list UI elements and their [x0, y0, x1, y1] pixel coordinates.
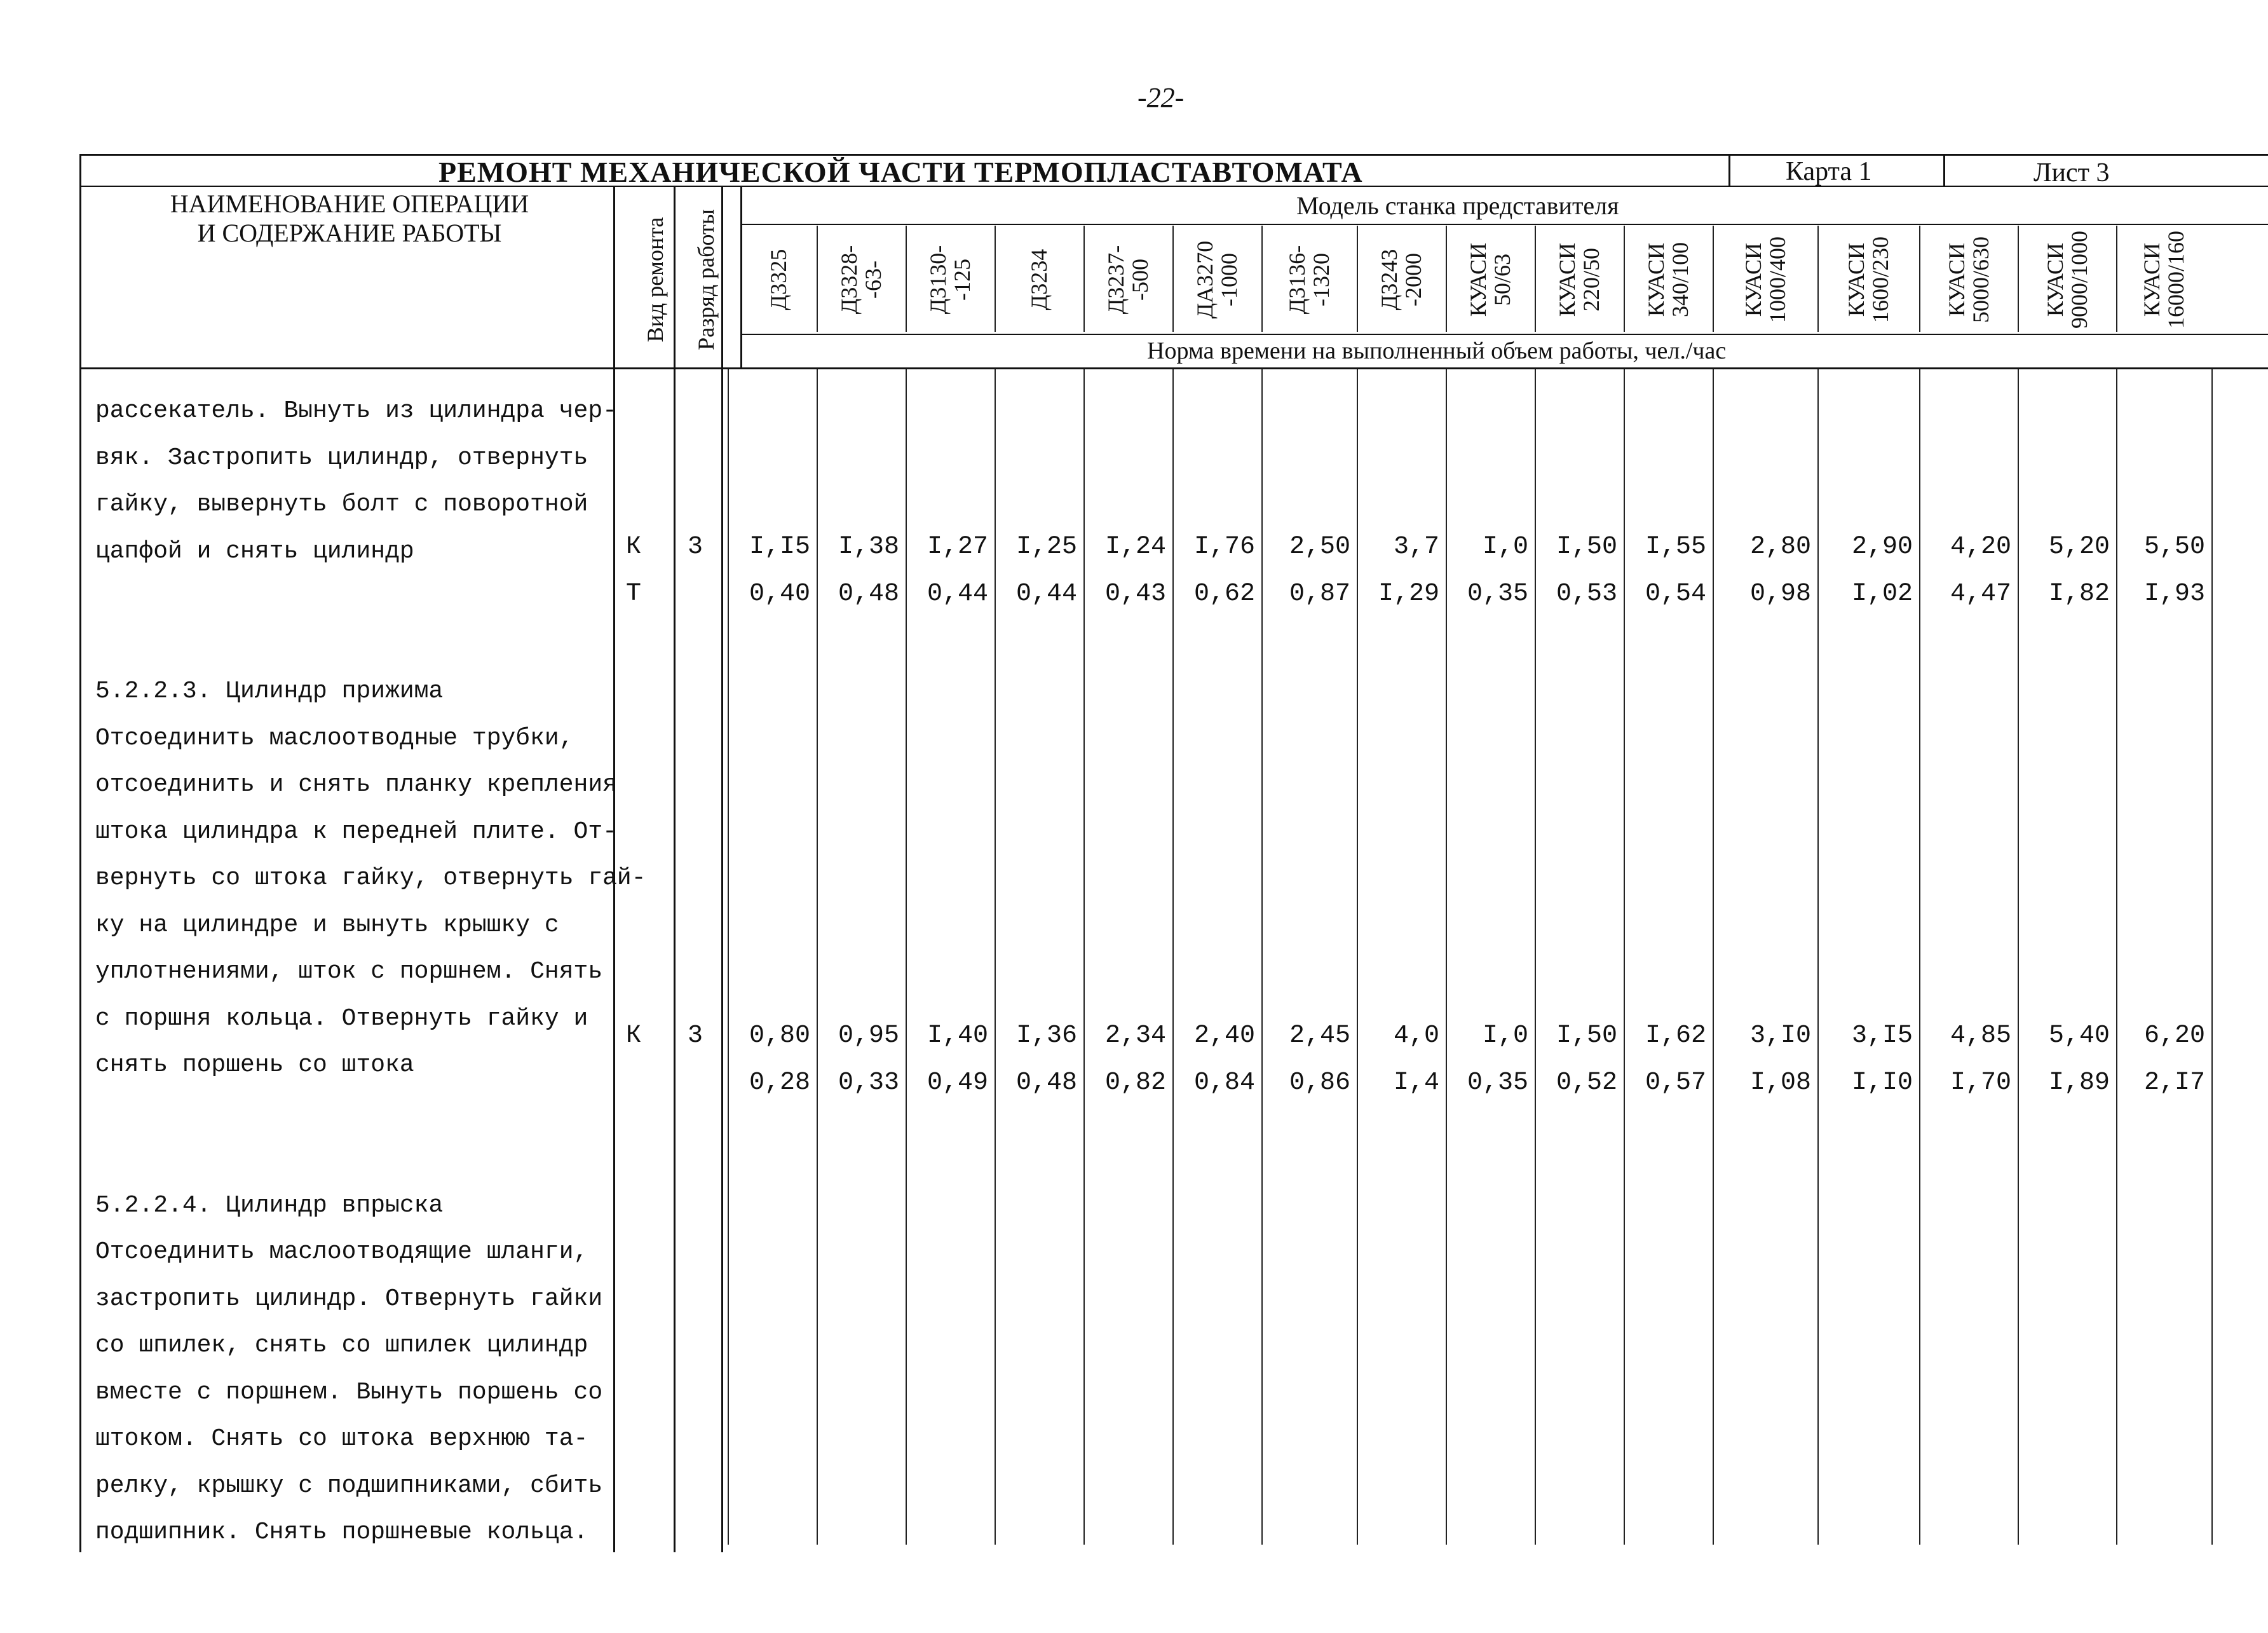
model-header-3: Д3234 [1026, 249, 1052, 311]
model-column-divider [817, 369, 818, 1545]
norm-value-cell: 0,49 [927, 1069, 988, 1097]
norm-value-cell: 0,28 [749, 1069, 810, 1097]
work-grade-heading: Разряд работы [693, 209, 719, 350]
norm-value-cell: 0,98 [1749, 580, 1811, 608]
model-header-6: Д3136- -1320 [1284, 245, 1334, 315]
model-column-divider [2116, 369, 2117, 1545]
operation-text-line: вместе с поршнем. Вынуть поршень со [95, 1378, 603, 1406]
operation-text-line: снять поршень со штока [95, 1051, 414, 1079]
norm-value-cell: 2,I7 [2143, 1069, 2205, 1097]
norm-value-cell: I,0 [1482, 1021, 1528, 1050]
model-header-4: Д3237- -500 [1103, 245, 1153, 315]
table-title: РЕМОНТ МЕХАНИЧЕСКОЙ ЧАСТИ ТЕРМОПЛАСТАВТОМАТА [438, 156, 1363, 188]
card-label: Карта 1 [1786, 157, 1872, 186]
card-divider [1943, 154, 1945, 187]
norm-value-cell: 2,34 [1104, 1021, 1166, 1050]
norm-value-cell: 0,84 [1193, 1069, 1255, 1097]
model-header-divider [995, 226, 996, 332]
model-header-divider [1083, 226, 1085, 332]
operation-text-line: застропить цилиндр. Отвернуть гайки [95, 1285, 603, 1313]
norm-value-cell: I,08 [1749, 1069, 1811, 1097]
norm-value-cell: 0,43 [1104, 580, 1166, 608]
operation-text-line: с поршня кольца. Отвернуть гайку и [95, 1004, 588, 1032]
operation-text-line: вяк. Застропить цилиндр, отвернуть [95, 444, 588, 472]
operation-text-line: цапфой и снять цилиндр [95, 537, 414, 565]
norm-value-cell: 5,40 [2048, 1021, 2110, 1050]
model-header-divider [1624, 226, 1625, 332]
model-column-divider [2211, 369, 2213, 1545]
norm-value-cell: I,I0 [1851, 1069, 1913, 1097]
repair-type-cell: К [626, 533, 642, 561]
model-header-15: КУАСИ 16000/160 [2139, 231, 2189, 329]
norm-value-cell: 0,82 [1104, 1069, 1166, 1097]
norm-value-cell: 4,85 [1950, 1021, 2011, 1050]
norm-value-cell: 2,45 [1289, 1021, 1350, 1050]
repair-type-heading: Вид ремонта [642, 217, 668, 343]
model-header-0: Д3325 [766, 249, 791, 311]
model-column-divider [1083, 369, 1085, 1545]
norm-value-cell: 2,90 [1851, 533, 1913, 561]
model-header-7: Д3243 -2000 [1376, 249, 1426, 311]
model-column-divider [1446, 369, 1447, 1545]
norm-value-cell: 0,44 [927, 580, 988, 608]
norm-value-cell: 0,53 [1556, 580, 1617, 608]
operation-column-heading: НАИМЕНОВАНИЕ ОПЕРАЦИИ И СОДЕРЖАНИЕ РАБОТЫ [170, 189, 529, 247]
operation-text-line: со шпилек, снять со шпилек цилиндр [95, 1332, 588, 1359]
operation-text-line: 5.2.2.3. Цилиндр прижима [95, 678, 444, 705]
norm-value-cell: 0,35 [1467, 580, 1528, 608]
norm-value-cell: I,76 [1193, 533, 1255, 561]
sheet-label: Лист 3 [2034, 158, 2110, 188]
models-bottom-border [740, 334, 2268, 335]
norm-value-cell: I,89 [2048, 1069, 2110, 1097]
norm-value-cell: 0,87 [1289, 580, 1350, 608]
model-column-divider [1919, 369, 1920, 1545]
model-header-divider [1446, 226, 1447, 332]
work-grade-cell: 3 [688, 1021, 703, 1050]
norm-value-cell: I,I5 [749, 533, 810, 561]
title-divider [1728, 154, 1730, 187]
model-header-divider [1817, 226, 1819, 332]
model-header-12: КУАСИ 1600/230 [1844, 236, 1893, 324]
model-column-divider [1817, 369, 1819, 1545]
page-number: -22- [1137, 82, 1185, 113]
model-column-divider [1713, 369, 1714, 1545]
model-column-divider [995, 369, 996, 1545]
model-header-divider [2116, 226, 2117, 332]
norm-value-cell: 0,80 [749, 1021, 810, 1050]
model-column-divider [1261, 369, 1263, 1545]
model-area-left-border [728, 369, 729, 1545]
norm-value-cell: I,36 [1015, 1021, 1077, 1050]
norm-value-cell: 5,20 [2048, 533, 2110, 561]
model-header-divider [2018, 226, 2019, 332]
repair-type-column-border [674, 186, 676, 1552]
norm-value-cell: 2,40 [1193, 1021, 1255, 1050]
work-grade-cell: 3 [688, 533, 703, 561]
model-header-9: КУАСИ 220/50 [1554, 242, 1604, 317]
operation-text-line: Отсоединить маслоотводящие шланги, [95, 1238, 588, 1266]
norm-value-cell: 4,0 [1393, 1021, 1439, 1050]
norm-value-cell: 0,40 [749, 580, 810, 608]
operation-text-line: штоком. Снять со штока верхнюю та- [95, 1425, 588, 1452]
model-header-11: КУАСИ 1000/400 [1740, 236, 1790, 324]
model-header-divider [817, 226, 818, 332]
model-header-2: Д3130- -125 [925, 245, 975, 315]
repair-type-cell: К [626, 1021, 642, 1050]
model-header-divider [1357, 226, 1358, 332]
norm-value-cell: I,29 [1378, 580, 1439, 608]
norm-value-cell: I,50 [1556, 533, 1617, 561]
norm-time-note: Норма времени на выполненный объем работы, чел./час [1147, 338, 1727, 364]
norm-value-cell: I,93 [2143, 580, 2205, 608]
operation-text-line: подшипник. Снять поршневые кольца. [95, 1519, 588, 1546]
model-header-divider [1172, 226, 1174, 332]
norm-value-cell: I,62 [1645, 1021, 1706, 1050]
norm-value-cell: I,55 [1645, 533, 1706, 561]
operation-text-line: уплотнениями, шток с поршнем. Снять [95, 958, 603, 985]
norm-value-cell: I,27 [927, 533, 988, 561]
model-header-10: КУАСИ 340/100 [1643, 242, 1693, 318]
model-header-divider [1919, 226, 1920, 332]
norm-value-cell: I,40 [927, 1021, 988, 1050]
operation-text-line: отсоединить и снять планку крепления [95, 771, 617, 798]
norm-value-cell: 0,95 [838, 1021, 899, 1050]
model-header-divider [1261, 226, 1263, 332]
norm-value-cell: I,38 [838, 533, 899, 561]
grade-column-border [721, 186, 723, 1552]
norm-value-cell: I,0 [1482, 533, 1528, 561]
model-column-divider [906, 369, 907, 1545]
norm-value-cell: 4,47 [1950, 580, 2011, 608]
norm-value-cell: I,25 [1015, 533, 1077, 561]
norm-value-cell: 6,20 [2143, 1021, 2205, 1050]
model-header-5: ДА3270 -1000 [1192, 240, 1242, 319]
norm-value-cell: 0,33 [838, 1069, 899, 1097]
model-column-divider [1535, 369, 1536, 1545]
norm-value-cell: 0,57 [1645, 1069, 1706, 1097]
norm-value-cell: 2,50 [1289, 533, 1350, 561]
norm-value-cell: 3,7 [1393, 533, 1439, 561]
model-header-1: Д3328- -63- [836, 245, 886, 315]
norm-value-cell: 0,54 [1645, 580, 1706, 608]
repair-type-cell: Т [626, 580, 642, 608]
norm-value-cell: 0,48 [1015, 1069, 1077, 1097]
operation-text-line: 5.2.2.4. Цилиндр впрыска [95, 1191, 444, 1219]
norm-value-cell: I,02 [1851, 580, 1913, 608]
model-header-divider [1535, 226, 1536, 332]
operation-text-line: штока цилиндра к передней плите. От- [95, 817, 617, 845]
model-header-14: КУАСИ 9000/1000 [2042, 231, 2092, 329]
norm-value-cell: 3,I5 [1851, 1021, 1913, 1050]
operation-text-line: Отсоединить маслоотводные трубки, [95, 724, 574, 752]
norm-value-cell: 0,86 [1289, 1069, 1350, 1097]
operation-text-line: гайку, вывернуть болт с поворотной [95, 491, 588, 518]
norm-value-cell: I,4 [1393, 1069, 1439, 1097]
model-group-bottom-border [740, 224, 2268, 225]
norm-value-cell: I,70 [1950, 1069, 2011, 1097]
norm-value-cell: 2,80 [1749, 533, 1811, 561]
norm-value-cell: 0,48 [838, 580, 899, 608]
operation-text-line: вернуть со штока гайку, отвернуть гай- [95, 864, 646, 892]
operation-text-line: рассекатель. Вынуть из цилиндра чер- [95, 397, 617, 425]
model-group-heading: Модель станка представителя [1296, 191, 1619, 220]
model-header-divider [906, 226, 907, 332]
norm-value-cell: 0,44 [1015, 580, 1077, 608]
model-header-divider [1713, 226, 1714, 332]
operation-text-line: релку, крышку с подшипниками, сбить [95, 1472, 603, 1500]
model-column-divider [2018, 369, 2019, 1545]
norm-value-cell: I,50 [1556, 1021, 1617, 1050]
header-bottom-border [79, 367, 2268, 369]
norm-value-cell: 0,62 [1193, 580, 1255, 608]
norm-value-cell: I,82 [2048, 580, 2110, 608]
norm-value-cell: 3,I0 [1749, 1021, 1811, 1050]
table-left-border [79, 154, 81, 1552]
operation-text-line: ку на цилиндре и вынуть крышку с [95, 911, 559, 939]
norm-value-cell: I,24 [1104, 533, 1166, 561]
model-column-divider [1357, 369, 1358, 1545]
model-header-8: КУАСИ 50/63 [1465, 242, 1515, 317]
norm-value-cell: 5,50 [2143, 533, 2205, 561]
norm-value-cell: 4,20 [1950, 533, 2011, 561]
model-column-divider [1624, 369, 1625, 1545]
model-area-border [740, 186, 742, 369]
model-column-divider [1172, 369, 1174, 1545]
norm-value-cell: 0,52 [1556, 1069, 1617, 1097]
norm-value-cell: 0,35 [1467, 1069, 1528, 1097]
model-header-13: КУАСИ 5000/630 [1943, 236, 1993, 324]
